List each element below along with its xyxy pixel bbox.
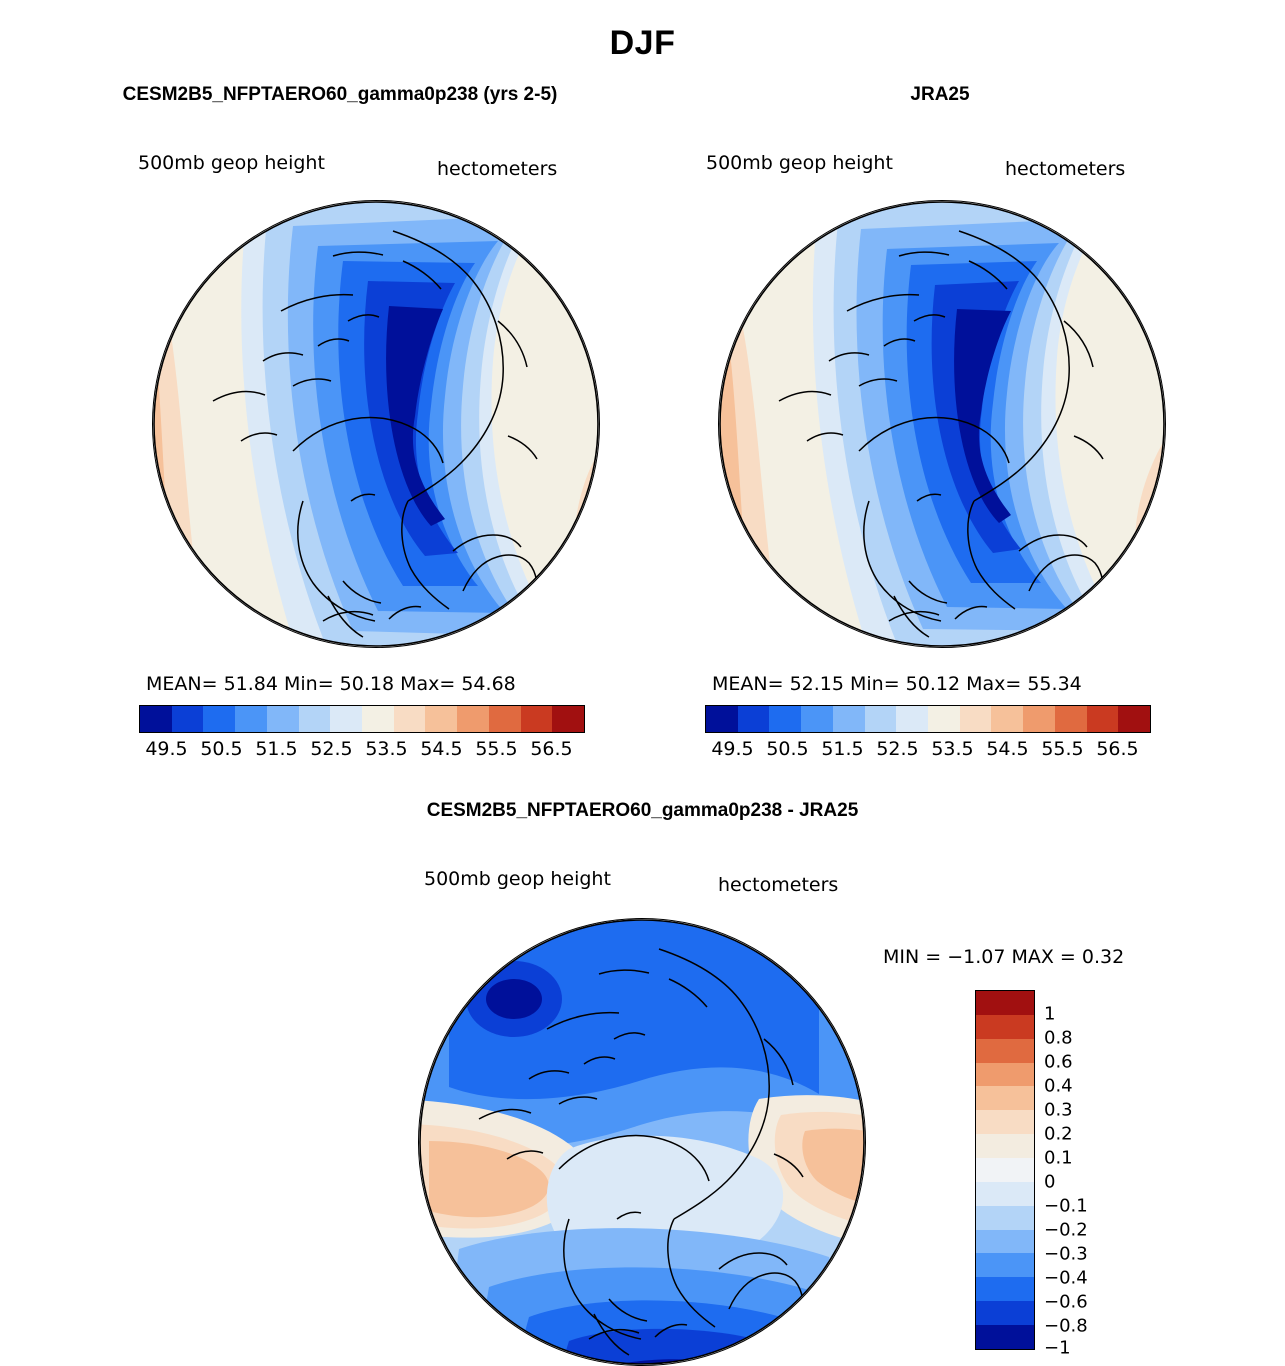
colorbar-swatch — [457, 706, 489, 732]
colorbar-swatch — [521, 706, 553, 732]
colorbar-swatch — [976, 1110, 1034, 1134]
diff-map — [418, 918, 866, 1366]
left-stats: MEAN= 51.84 Min= 50.18 Max= 54.68 — [146, 673, 516, 695]
right-variable-label: 500mb geop height — [706, 152, 893, 174]
colorbar-tick: 49.5 — [145, 738, 188, 760]
colorbar-tick: 49.5 — [711, 738, 754, 760]
colorbar-swatch — [928, 706, 960, 732]
colorbar-swatch — [489, 706, 521, 732]
left-units-label: hectometers — [437, 158, 558, 180]
colorbar-swatch — [267, 706, 299, 732]
colorbar-tick: −0.1 — [1044, 1195, 1088, 1217]
right-units-label: hectometers — [1005, 158, 1126, 180]
left-variable-label: 500mb geop height — [138, 152, 325, 174]
colorbar-swatch — [976, 991, 1034, 1015]
colorbar-swatch — [976, 1086, 1034, 1110]
colorbar-tick: 0.3 — [1044, 1099, 1073, 1121]
colorbar-tick: −0.4 — [1044, 1267, 1088, 1289]
colorbar-swatch — [1118, 706, 1150, 732]
colorbar-tick: 50.5 — [200, 738, 243, 760]
colorbar-swatch — [976, 1182, 1034, 1206]
season-title: DJF — [609, 24, 676, 62]
colorbar-swatch — [330, 706, 362, 732]
colorbar-tick: 56.5 — [530, 738, 573, 760]
diff-colorbar-labels — [1044, 990, 1134, 1359]
colorbar-swatch — [976, 1063, 1034, 1087]
colorbar-swatch — [299, 706, 331, 732]
colorbar-swatch — [203, 706, 235, 732]
colorbar-tick: 55.5 — [1041, 738, 1084, 760]
colorbar-swatch — [172, 706, 204, 732]
colorbar-tick: 0.8 — [1044, 1027, 1073, 1049]
colorbar-tick: −1 — [1044, 1337, 1071, 1359]
colorbar-swatch — [235, 706, 267, 732]
colorbar-swatch — [976, 1158, 1034, 1182]
colorbar-tick: 53.5 — [365, 738, 408, 760]
colorbar-swatch — [769, 706, 801, 732]
colorbar-swatch — [896, 706, 928, 732]
colorbar-tick: 51.5 — [821, 738, 864, 760]
diff-colorbar — [975, 990, 1035, 1350]
right-colorbar-labels — [705, 738, 1149, 760]
colorbar-tick: 56.5 — [1096, 738, 1139, 760]
colorbar-swatch — [1023, 706, 1055, 732]
colorbar-tick: 1 — [1044, 1003, 1056, 1025]
colorbar-swatch — [865, 706, 897, 732]
colorbar-swatch — [1055, 706, 1087, 732]
colorbar-swatch — [706, 706, 738, 732]
colorbar-swatch — [738, 706, 770, 732]
colorbar-swatch — [976, 1325, 1034, 1349]
colorbar-tick: 55.5 — [475, 738, 518, 760]
colorbar-swatch — [976, 1206, 1034, 1230]
left-panel-title: CESM2B5_NFPTAERO60_gamma0p238 (yrs 2-5) — [122, 84, 558, 105]
left-map — [152, 200, 600, 648]
colorbar-swatch — [976, 1015, 1034, 1039]
diff-minmax: MIN = −1.07 MAX = 0.32 — [883, 946, 1125, 968]
colorbar-swatch — [976, 1039, 1034, 1063]
colorbar-swatch — [976, 1277, 1034, 1301]
right-map — [718, 200, 1166, 648]
colorbar-tick: 54.5 — [420, 738, 463, 760]
left-colorbar — [139, 705, 585, 733]
colorbar-swatch — [394, 706, 426, 732]
colorbar-tick: 0.2 — [1044, 1123, 1073, 1145]
colorbar-tick: 52.5 — [876, 738, 919, 760]
colorbar-tick: 50.5 — [766, 738, 809, 760]
colorbar-swatch — [1087, 706, 1119, 732]
colorbar-tick: 52.5 — [310, 738, 353, 760]
right-stats: MEAN= 52.15 Min= 50.12 Max= 55.34 — [712, 673, 1082, 695]
colorbar-swatch — [976, 1134, 1034, 1158]
colorbar-tick: 53.5 — [931, 738, 974, 760]
colorbar-swatch — [362, 706, 394, 732]
colorbar-swatch — [801, 706, 833, 732]
colorbar-tick: −0.3 — [1044, 1243, 1088, 1265]
colorbar-tick: 0.6 — [1044, 1051, 1073, 1073]
right-panel-title: JRA25 — [910, 84, 970, 105]
colorbar-tick: −0.6 — [1044, 1291, 1088, 1313]
colorbar-tick: −0.2 — [1044, 1219, 1088, 1241]
colorbar-swatch — [425, 706, 457, 732]
colorbar-tick: 54.5 — [986, 738, 1029, 760]
colorbar-swatch — [976, 1301, 1034, 1325]
colorbar-swatch — [552, 706, 584, 732]
right-colorbar — [705, 705, 1151, 733]
colorbar-swatch — [976, 1253, 1034, 1277]
diff-units-label: hectometers — [718, 874, 839, 896]
colorbar-tick: 51.5 — [255, 738, 298, 760]
colorbar-tick: −0.8 — [1044, 1315, 1088, 1337]
left-colorbar-labels — [139, 738, 583, 760]
colorbar-tick: 0.4 — [1044, 1075, 1073, 1097]
colorbar-swatch — [960, 706, 992, 732]
colorbar-swatch — [976, 1230, 1034, 1254]
colorbar-swatch — [833, 706, 865, 732]
colorbar-tick: 0 — [1044, 1171, 1056, 1193]
colorbar-swatch — [991, 706, 1023, 732]
colorbar-swatch — [140, 706, 172, 732]
diff-variable-label: 500mb geop height — [424, 868, 611, 890]
diff-panel-title: CESM2B5_NFPTAERO60_gamma0p238 - JRA25 — [426, 800, 859, 821]
colorbar-tick: 0.1 — [1044, 1147, 1073, 1169]
